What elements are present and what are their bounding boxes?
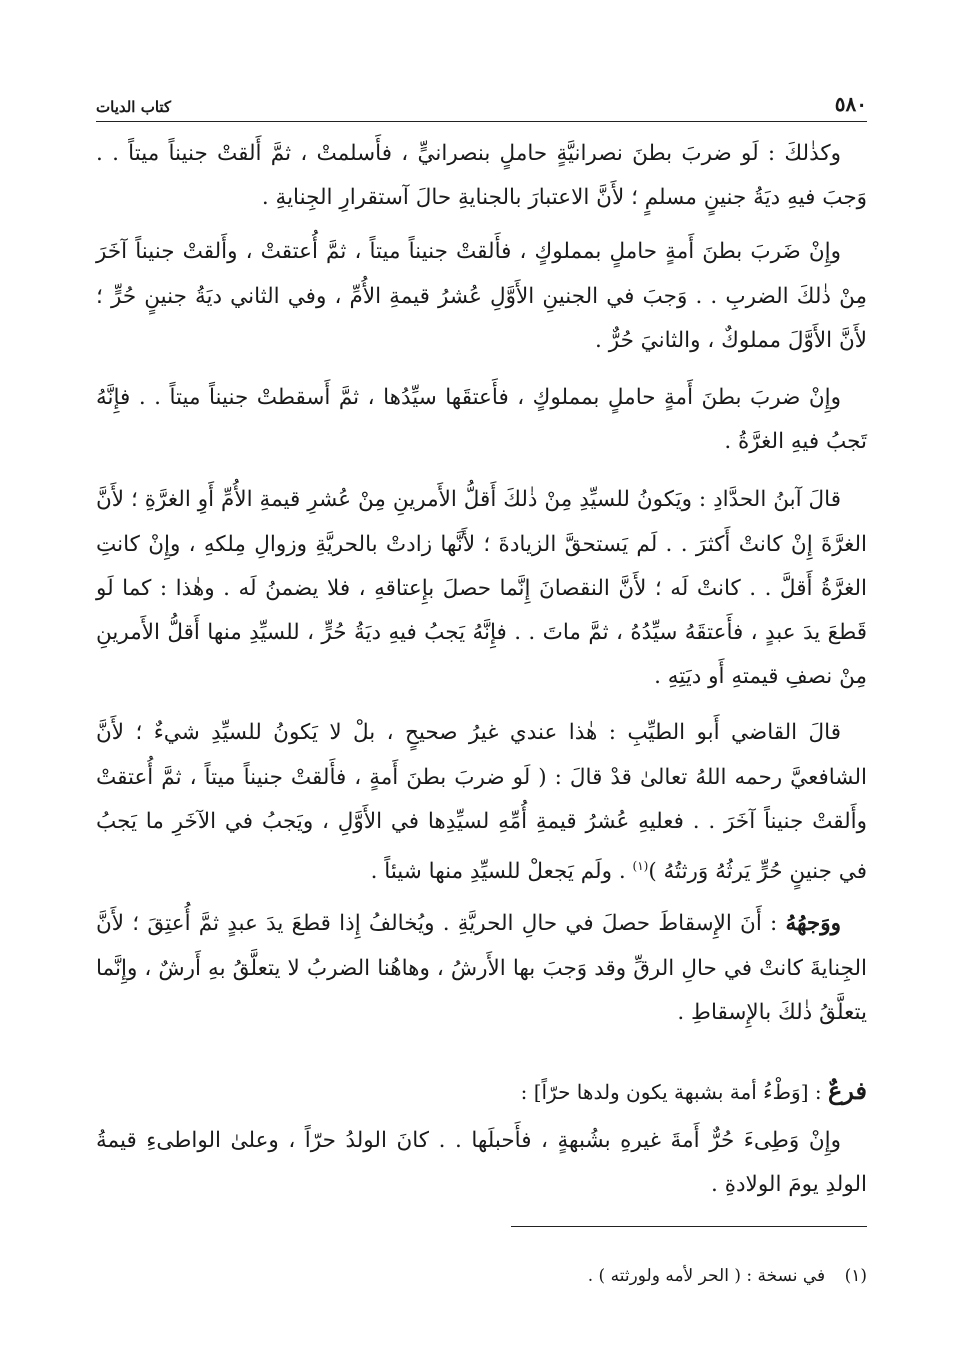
footnote-divider (511, 1226, 867, 1227)
footnote-reference[interactable]: (١) (632, 859, 649, 874)
paragraph-text-tail: . ولَم يَجعلْ للسيِّدِ منها شيئاً . (370, 859, 633, 885)
paragraph-text: قالَ القاضي أَبو الطيِّبِ : هٰذا عندي غيرُ صحيحٍ ، بلْ لا يَكونُ للسيِّدِ شيءٌ ؛ لأَنَّ الشافعيَّ رحمه اللهُ تعالىٰ قدْ قالَ : ( لَو ضربَ بطنَ أَمةٍ ، فأَلقتْ جنيناً ميتاً ، ثمَّ أُعتقتْ وأَلقتْ جنيناً آخَرَ . . فعليهِ عُشرُ قيمةِ أُمِّهِ لسيِّدِها في الأَوَّلِ ، ويَجبُ في الآخَرِ ما يَجبُ في جنينٍ حُرٍّ يَرثُهُ وَرثتُهُ ) (96, 720, 867, 885)
header-divider (96, 121, 867, 122)
branch-label: فرعٌ (827, 1076, 867, 1106)
page-header (96, 84, 867, 116)
paragraph-slave-two-fetuses (96, 230, 867, 363)
running-title: كتاب الديات (96, 98, 172, 116)
paragraph-freed-mother (96, 376, 867, 464)
paragraph-mistaken-intercourse (96, 1119, 867, 1207)
paragraph-text: وإِنْ ضَربَ بطنَ أَمةٍ حاملٍ بمملوكٍ ، فأَلقتْ جنيناً ميتاً ، ثمَّ أُعتقتْ ، وأَلقتْ جنيناً آخَرَ مِنْ ذٰلكَ الضربِ . . وَجبَ في الجنينِ الأَوَّلِ عُشرُ قيمةِ الأُمِّ ، وفي الثاني ديَةُ جنينٍ حُرٍّ ؛ لأَنَّ الأَوَّلَ مملوكٌ ، والثانيَ حُرٌّ . (96, 239, 867, 353)
paragraph-text: : أَنَ الإِسقاطَ حصلَ في حالِ الحريَّةِ . ويُخالفُ إِذا قطعَ يدَ عبدٍ ثمَّ أُعتِقَ ؛ لأَنَّ الجِنايةَ كانتْ في حالِ الرقِّ وقد وَجبَ بها الأَرشُ ، وهاهُنا الضربُ لا يتعلَّقُ بهِ أَرشٌ ، وإِنَّما يتعلَّقُ ذٰلكَ بالإِسقاطِ . (96, 911, 867, 1025)
footnote (96, 1262, 867, 1290)
footnote-number: (١) (844, 1266, 867, 1286)
paragraph-lead-word: ووَجهُهُ (785, 911, 841, 937)
paragraph-christian-fetus (96, 132, 867, 220)
footnote-text: في نسخة : ( الحر لأمه ولورثته ) . (587, 1266, 826, 1286)
paragraph-text: قالَ آبنُ الحدَّادِ : ويَكونُ للسيِّدِ مِنْ ذٰلكَ أَقلُّ الأَمرينِ مِنْ عُشرِ قيمةِ الأُمِّ أَوِ الغرَّةِ ؛ لأَنَّ الغرَّةَ إِنْ كانتْ أَكثرَ . . لَم يَستحقَّ الزيادةَ ؛ لأَنَّها زادتْ بالحريَّةِ وزوالِ مِلكهِ ، وإِنْ كانتِ الغرَّةُ أَقلَّ . . كانتْ لَه ؛ لأَنَّ النقصانَ إِنَّما حصلَ بإِعتاقهِ ، فلا يضمنُ لَه . وهٰذا : كما لَو قَطعَ يدَ عبدٍ ، فأَعتقَهُ سيِّدُهُ ، ثمَّ ماتَ . . فإِنَّهُ يَجبُ فيهِ ديَةُ حُرٍّ ، للسيِّدِ منها أَقلُّ الأَمرينِ مِنْ نصفِ قيمتهِ أَو ديَتِهِ . (96, 487, 867, 690)
main-text (96, 132, 867, 1221)
paragraph-ibn-al-haddad (96, 478, 867, 699)
page-number: ٥٨٠ (834, 92, 867, 116)
branch-title: : [وَطْءُ أمة بشبهة يكون ولدها حرّاً] : (520, 1080, 828, 1105)
paragraph-qadi-abu-tayyib (96, 711, 867, 894)
paragraph-text: وإِنْ ضربَ بطنَ أَمةٍ حاملٍ بمملوكٍ ، فأَعتقَها سيِّدُها ، ثمَّ أَسقطتْ جنيناً ميتاً . . فإِنَّهُ تَجبُ فيهِ الغرَّةُ . (96, 385, 867, 455)
paragraph-text: وإِنْ وَطِىءَ حُرٌّ أَمةَ غيرهِ بشُبهةٍ ، فأَحبلَها . . كانَ الولدُ حرّاً ، وعلىٰ الواطىءِ قيمةُ الولدِ يومَ الولادةِ . (96, 1128, 867, 1198)
paragraph-reasoning (96, 902, 867, 1035)
paragraph-text: وكذٰلكَ : لَو ضربَ بطنَ نصرانيَّةٍ حاملٍ بنصرانيٍّ ، فأَسلمتْ ، ثمَّ أَلقتْ جنيناً ميتاً . . وَجبَ فيهِ ديَةُ جنينٍ مسلمٍ ؛ لأَنَّ الاعتبارَ بالجنايةِ حالَ آستقرارِ الجِنايةِ . (96, 141, 867, 211)
branch-heading (96, 1069, 867, 1115)
